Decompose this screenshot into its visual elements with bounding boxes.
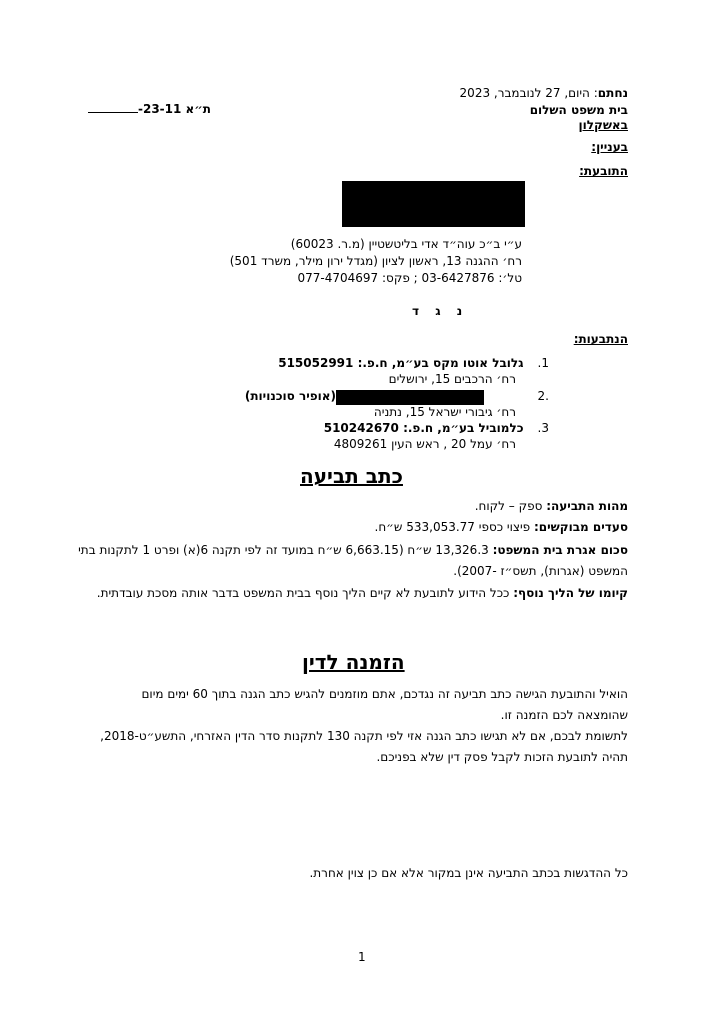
court-name: בית משפט השלום: [529, 103, 628, 117]
defendant-1: [278, 356, 549, 370]
claim-fee-label: סכום אגרת בית המשפט:: [492, 543, 628, 557]
filed-date-line: [460, 86, 628, 100]
page-number: 1: [358, 950, 366, 964]
summons-line-2: שהומצאה לכם הזמנה זו.: [500, 708, 628, 722]
summons-line-3: לתשומת לבכם, אם לא תגישו כתב הגנה אזי לפי תקנה 130 לתקנות סדר הדין האזרחי, התשע״ט-2018,: [100, 729, 628, 743]
defendant-2: [524, 389, 549, 403]
defendant-2-address: רח׳ גיבורי ישראל 15, נתניה: [373, 405, 516, 419]
plaintiff-address: רח׳ ההגנה 13, ראשון לציון (מגדל ירון מילר, משרד 501): [229, 254, 522, 268]
court-location: באשקלון: [578, 118, 628, 132]
emphasis-footnote: כל ההדגשות בכתב התביעה אינן במקור אלא אם כן צוין אחרת.: [309, 866, 628, 880]
defendant-1-name: גלובל אוטו מקס בע״מ, ח.פ.: 515052991: [278, 356, 524, 370]
plaintiff-label: התובעת:: [579, 164, 628, 178]
filed-text: : היום, 27 לנובמבר, 2023: [459, 86, 598, 100]
defendant-2-number: 2.: [537, 389, 549, 403]
summons-line-1: הואיל והתובעת הגישה כתב תביעה זה נגדכם, אתם מוזמנים להגיש כתב הגנה בתוך 60 ימים מיום: [141, 687, 628, 701]
claim-nature-label: מהות התביעה:: [546, 499, 628, 513]
claim-title: כתב תביעה: [300, 464, 403, 488]
summons-line-4: תהיה לתובעת הזכות לקבל פסק דין שלא בפניכם.: [376, 750, 628, 764]
filed-label: נחתם: [597, 86, 628, 100]
plaintiff-representative: ע״י ב״כ עוה״ד אדי בליטשטיין (מ.ר. 60023): [290, 237, 522, 251]
summons-title: הזמנה לדין: [302, 650, 405, 674]
defendant-3-address: רח׳ עמל 20 , ראש העין 4809261: [333, 437, 516, 451]
case-number-blank: [88, 102, 138, 113]
redacted-defendant-2-name: [336, 390, 484, 405]
claim-other-value: ככל הידוע לתובעת לא קיים הליך נוסף בבית המשפט בדבר אותה מסכת עובדתית.: [96, 586, 510, 600]
case-number-text: ת״א 23-11-: [138, 102, 212, 116]
versus-label: נ ג ד: [412, 304, 469, 318]
defendant-3: [324, 421, 549, 435]
defendant-1-address: רח׳ הרכבים 15, ירושלים: [388, 372, 516, 386]
claim-nature-value: ספק – לקוח.: [474, 499, 543, 513]
claim-nature: [475, 499, 628, 513]
plaintiff-contact: טל׳: 03-6427876 ; פקס: 077-4704697: [297, 271, 522, 285]
defendant-2-name: (אופיר סוכנויות): [244, 389, 336, 403]
defendant-3-name: כלמוביל בע״מ, ח.פ.: 510242670: [323, 421, 524, 435]
case-number: [88, 102, 211, 116]
claim-fee: [78, 543, 628, 557]
matter-label: בעניין:: [591, 140, 628, 154]
defendants-label: הנתבעות:: [573, 332, 628, 346]
claim-remedy-label: סעדים מבוקשים:: [533, 520, 628, 534]
claim-fee-value: 13,326.3 ש״ח (6,663.15 ש״ח במועד זה לפי תקנה 6(א) ופרט 1 לתקנות בתי: [78, 543, 489, 557]
claim-remedy: [375, 520, 628, 534]
claim-fee-continued: המשפט (אגרות), תשס״ז -2007).: [453, 564, 628, 578]
claim-other-proceedings: [97, 586, 628, 600]
defendant-3-number: 3.: [537, 421, 549, 435]
redacted-plaintiff-name: [342, 181, 525, 227]
claim-other-label: קיומו של הליך נוסף:: [513, 586, 628, 600]
defendant-1-number: 1.: [537, 356, 549, 370]
claim-remedy-value: פיצוי כספי 533,053.77 ש״ח.: [374, 520, 531, 534]
